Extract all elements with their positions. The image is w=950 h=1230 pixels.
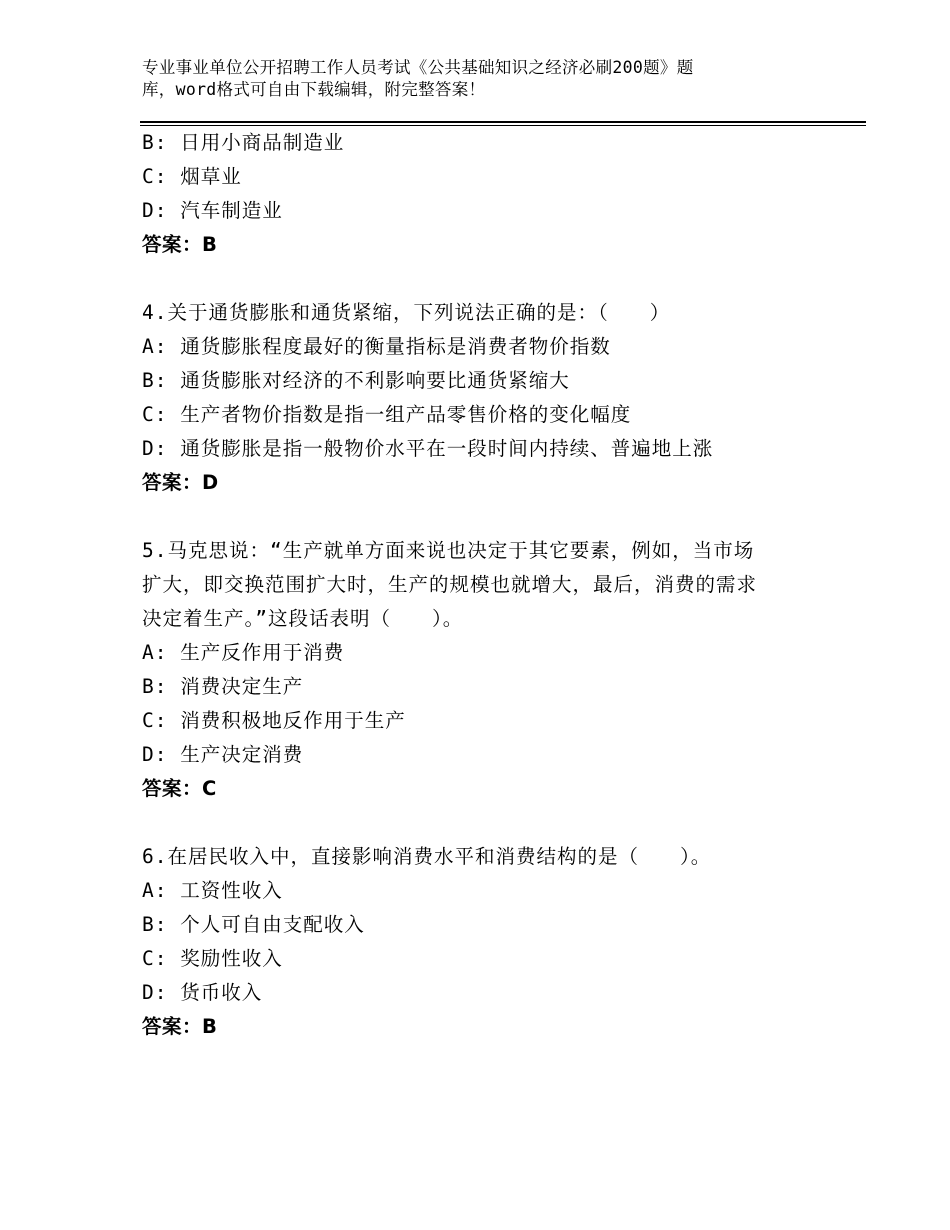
q4-stem: 4.关于通货膨胀和通货紧缩，下列说法正确的是：（ ） <box>142 301 671 324</box>
spacer <box>142 262 822 296</box>
q5-option-b: B: 消费决定生产 <box>142 675 304 698</box>
question-5 <box>142 534 822 806</box>
q4-option-b: B: 通货膨胀对经济的不利影响要比通货紧缩大 <box>142 369 570 392</box>
header-title-line-2: 库，word格式可自由下载编辑，附完整答案！ <box>142 80 486 99</box>
q6-stem: 6.在居民收入中，直接影响消费水平和消费结构的是（ ）。 <box>142 845 712 868</box>
document-header <box>142 57 782 101</box>
q5-stem-line-2: 扩大，即交换范围扩大时，生产的规模也就增大，最后，消费的需求 <box>142 573 758 596</box>
q6-option-d: D: 货币收入 <box>142 981 263 1004</box>
q5-stem-line-1: 5.马克思说：“生产就单方面来说也决定于其它要素，例如，当市场 <box>142 539 755 562</box>
header-divider-thick <box>140 121 866 123</box>
q4-option-d: D: 通货膨胀是指一般物价水平在一段时间内持续、普遍地上涨 <box>142 437 714 460</box>
header-title-line-1: 专业事业单位公开招聘工作人员考试《公共基础知识之经济必刷200题》题 <box>142 58 694 77</box>
q6-option-c: C: 奖励性收入 <box>142 947 283 970</box>
q4-option-c: C: 生产者物价指数是指一组产品零售价格的变化幅度 <box>142 403 632 426</box>
q4-option-a: A: 通货膨胀程度最好的衡量指标是消费者物价指数 <box>142 335 611 358</box>
q5-stem-line-3: 决定着生产。”这段话表明（ ）。 <box>142 607 464 630</box>
q5-option-d: D: 生产决定消费 <box>142 743 304 766</box>
spacer <box>142 500 822 534</box>
q5-answer: 答案：C <box>142 777 217 800</box>
q6-answer: 答案：B <box>142 1015 218 1038</box>
question-list <box>142 126 822 1044</box>
q5-option-c: C: 消费积极地反作用于生产 <box>142 709 406 732</box>
q3-answer: 答案：B <box>142 233 218 256</box>
q6-option-a: A: 工资性收入 <box>142 879 283 902</box>
question-6 <box>142 840 822 1044</box>
question-3-tail <box>142 126 822 262</box>
q5-option-a: A: 生产反作用于消费 <box>142 641 345 664</box>
q4-answer: 答案：D <box>142 471 219 494</box>
q6-option-b: B: 个人可自由支配收入 <box>142 913 365 936</box>
q3-option-d: D: 汽车制造业 <box>142 199 283 222</box>
spacer <box>142 806 822 840</box>
question-4 <box>142 296 822 500</box>
q3-option-c: C: 烟草业 <box>142 165 242 188</box>
q3-option-b: B: 日用小商品制造业 <box>142 131 345 154</box>
